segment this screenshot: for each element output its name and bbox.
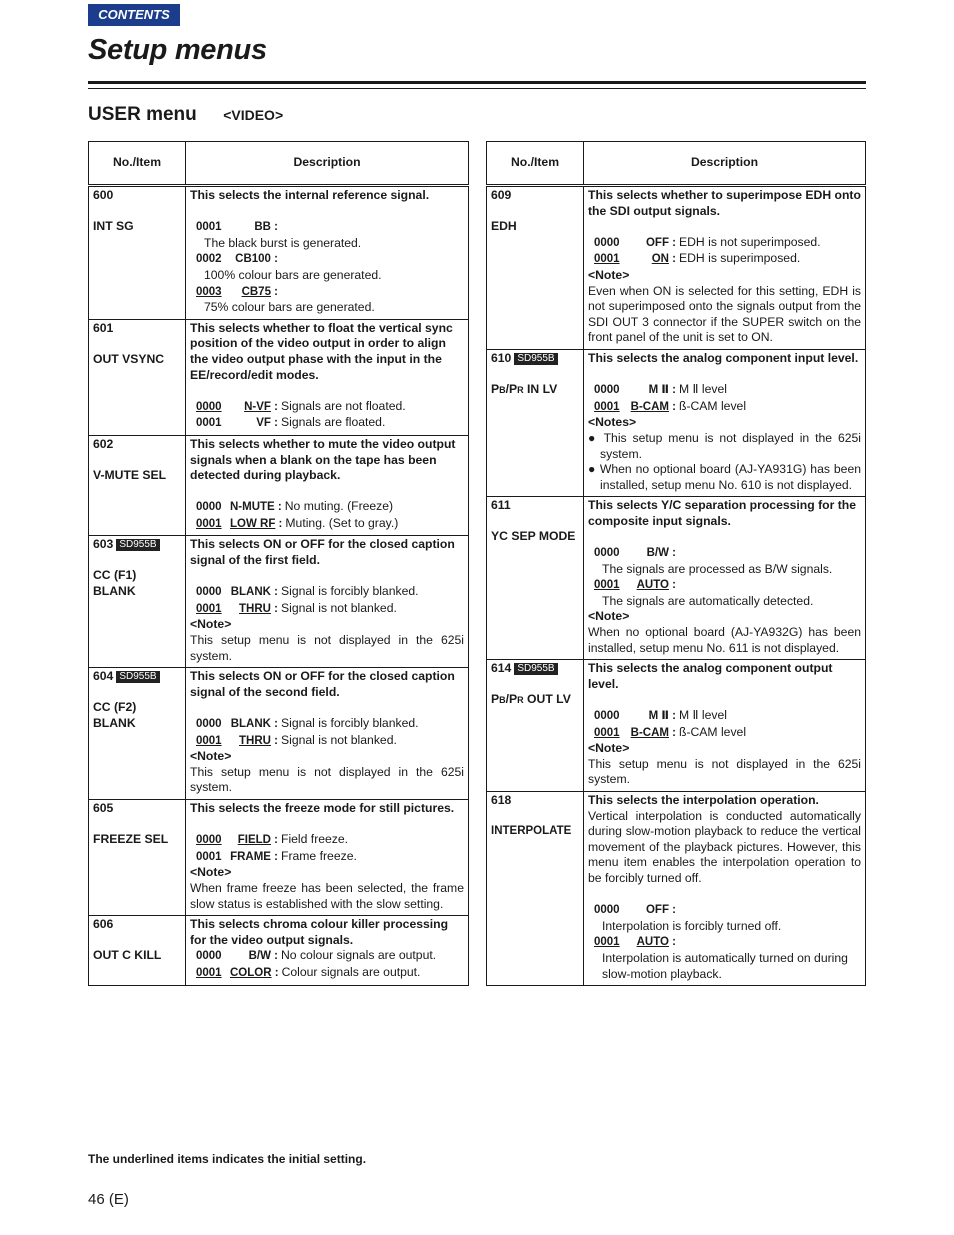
note-heading: <Note> [190,749,232,764]
setting-name-text: N-MUTE [230,501,275,514]
menu-number [93,917,181,948]
section-title: USER menu [88,104,197,125]
menu-item-name: PB/PR IN LV [491,381,558,396]
note-heading: <Note> [588,267,630,282]
menu-item-name: INT SG [93,219,134,233]
setting-name-text: CB75 [241,285,271,298]
setting-detail: 100% colour bars are generated. [204,267,382,282]
menu-number [491,351,579,382]
setting-code: 0000 [196,586,222,599]
menu-row [89,186,469,320]
menu-item-cell [487,497,584,660]
setting-name-text: N-VF [244,400,271,413]
setting-option [588,545,861,562]
setting-code: 0001 [594,579,620,592]
setting-description: ß-CAM level [679,398,747,413]
menu-number-text: 609 [491,188,512,202]
setting-option [190,716,464,733]
menu-row [89,916,469,985]
setting-code: 0001 [196,850,222,863]
setting-name-text: ON [651,253,669,266]
setting-name: LOW RF : [230,517,283,530]
setting-name-text: AUTO [636,579,669,592]
setting-option [190,516,464,533]
note-text: This setup menu is not displayed in the 625i system. [190,764,464,795]
menu-description-cell [186,186,469,320]
contents-button[interactable]: CONTENTS [88,4,180,26]
setting-option [588,235,861,252]
setting-option [588,577,861,594]
menu-item-name: PB/PR OUT LV [491,692,571,707]
menu-number [93,188,181,219]
setting-code: 0001 [594,936,620,949]
menu-item-name: INTERPOLATE [491,824,572,837]
menu-description-lead: This selects whether to float the vertical sync position of the video output in order to align the video output phase with the input in the EE/record/edit modes. [190,320,453,382]
setting-name-text: BB [254,221,271,234]
setting-name-text: B-CAM [630,400,669,413]
setting-name: THRU : [239,602,278,615]
menu-number-text: 618 [491,792,512,807]
spacer [588,529,861,545]
setting-code: 0000 [594,710,620,722]
setting-name: AUTO : [636,936,676,949]
setting-name-text: OFF [645,236,669,249]
menu-description-lead: This selects the freeze mode for still pictures. [190,800,455,815]
menu-number-text: 605 [93,800,114,815]
setting-name: B/W : [248,950,278,963]
menu-number-text: 614 [491,661,512,676]
setting-code: 0001 [196,966,222,979]
bullet-icon: ● [588,462,600,477]
menu-item-name: FREEZE SEL [93,831,169,846]
menu-row [487,497,866,660]
note-bullet [588,462,861,493]
setting-option [588,382,861,399]
note-bullet-text: This setup menu is not displayed in the 625i system. [600,430,862,461]
menu-number [93,437,181,468]
spacer [190,383,464,399]
menu-description-lead: This selects the interpolation operation. [588,792,819,807]
setting-description: EDH is not superimposed. [679,234,821,249]
setting-name: OFF : [645,904,676,917]
menu-number [93,537,181,568]
setting-name: ON : [651,253,676,266]
menu-description-cell [584,186,866,350]
setting-code: 0001 [196,602,222,615]
setting-option [190,251,464,268]
setting-option [190,219,464,236]
setting-code: 0001 [196,417,222,430]
setting-name: B-CAM : [630,726,676,739]
setting-option [588,399,861,416]
menu-item-cell [487,186,584,350]
menu-item-cell [487,660,584,792]
setting-name-text: CB100 [235,253,271,266]
setting-name-text: AUTO [636,936,669,949]
menu-description-cell [584,349,866,496]
setting-name: CB100 : [235,253,278,266]
menu-item-cell [89,668,186,800]
setting-detail: The black burst is generated. [204,235,362,250]
menu-item-cell [89,319,186,435]
setting-name-text: B-CAM [630,726,669,739]
setting-description: Colour signals are output. [281,964,421,979]
menu-description-cell [186,799,469,915]
menu-description-cell [186,536,469,668]
menu-description-cell [584,791,866,985]
setting-option [190,284,464,301]
setting-name: BLANK : [230,586,278,599]
spacer [190,700,464,716]
setting-description: Signal is forcibly blanked. [281,584,419,599]
setting-name-text: FIELD [237,834,271,847]
setting-code: 0000 [196,400,222,413]
menu-description-lead: This selects the analog component input level. [588,350,859,365]
setting-description: ß-CAM level [679,724,747,739]
note-bullet-text: When no optional board (AJ-YA931G) has been installed, setup menu No. 610 is not displayed. [599,462,862,492]
menu-row [89,799,469,915]
note-text: This setup menu is not displayed in the 625i system. [588,756,861,787]
spacer [190,817,464,833]
setting-name: M Ⅱ : [648,710,676,722]
header-description: Description [186,142,469,186]
setting-description: No muting. (Freeze) [284,499,394,514]
setting-name: COLOR : [230,966,279,979]
note-text: When no optional board (AJ-YA932G) has been installed, setup menu No. 611 is not displayed. [588,625,861,655]
menu-item-cell [89,435,186,536]
right-menu-table [486,141,866,986]
setting-option [190,733,464,750]
menu-description-lead: This selects the analog component output level. [588,661,833,691]
menu-item-cell [89,799,186,915]
note-heading: <Note> [588,741,630,756]
model-badge: SD955B [514,353,557,365]
setting-name: FIELD : [237,834,278,847]
setting-detail: 75% colour bars are generated. [204,300,375,315]
menu-description-lead: This selects the internal reference signal. [190,188,430,202]
bullet-icon: ● [588,430,604,445]
note-heading: <Notes> [588,415,637,430]
left-menu-table [88,141,469,986]
menu-number [491,498,579,529]
setting-option [190,965,464,982]
setting-option [190,415,464,432]
menu-item-name: V-MUTE SEL [93,467,167,482]
spacer [190,569,464,585]
section-heading [88,104,283,126]
setting-name-text: COLOR [230,966,272,979]
right-menu-body [487,186,866,986]
note-text: When frame freeze has been selected, the frame slow status is established with the slow setting. [190,880,464,911]
note-heading: <Note> [588,609,630,624]
spacer [190,484,464,500]
spacer [588,219,861,235]
menu-item-cell [89,916,186,985]
title-rule-thin [88,88,866,89]
menu-description-intro: Vertical interpolation is conducted automatically during slow-motion playback to reduce the vertical movement of the playback pictures. However, this menu item enables the interpolation operation to be forcibly turned off. [588,808,861,885]
setting-name-text: THRU [239,602,271,615]
setting-option [588,725,861,742]
setting-option [190,849,464,866]
menu-number [491,188,579,219]
setting-name-text: M Ⅱ [648,384,669,397]
setting-description: Signal is not blanked. [281,600,397,615]
menu-row [89,668,469,800]
page-title: Setup menus [88,34,267,66]
setting-description: M Ⅱ level [679,708,727,722]
setting-description: Signal is not blanked. [281,732,397,747]
setting-detail: Interpolation is automatically turned on during slow-motion playback. [602,950,848,981]
spacer [588,367,861,383]
setting-code: 0001 [594,400,620,413]
menu-description-cell [186,319,469,435]
left-menu-body [89,186,469,986]
menu-number-text: 604 [93,669,114,684]
setting-option [190,832,464,849]
menu-description-lead: This selects whether to superimpose EDH onto the SDI output signals. [588,188,861,218]
note-heading: <Note> [190,865,232,880]
title-rule-thick [88,81,866,84]
section-subtitle: <VIDEO> [223,107,284,123]
setting-description: Muting. (Set to gray.) [285,515,399,530]
setting-option [190,499,464,516]
menu-row [89,536,469,668]
setting-option [190,948,464,965]
setting-description: Frame freeze. [281,848,357,863]
menu-number [93,321,181,352]
menu-item-name: YC SEP MODE [491,529,576,544]
setting-name-text: LOW RF [230,517,276,530]
menu-description-cell [584,660,866,792]
setting-description: EDH is superimposed. [679,251,801,266]
menu-number-text: 611 [491,498,511,513]
menu-description-cell [584,497,866,660]
setting-description: Signal is forcibly blanked. [281,716,419,730]
menu-description-cell [186,668,469,800]
header-description: Description [584,142,866,186]
setting-description: Field freeze. [281,832,349,847]
menu-row [487,186,866,350]
setting-code: 0001 [594,253,620,266]
setting-description: M Ⅱ level [679,382,727,397]
spacer [588,887,861,903]
setting-name: AUTO : [636,579,676,592]
setting-name-text: FRAME [230,850,271,863]
header-no-item: No./Item [487,142,584,186]
setting-option [588,708,861,725]
setting-name-text: VF [256,417,271,430]
setting-name-text: M Ⅱ [648,710,669,722]
setting-description: Signals are not floated. [281,398,406,413]
note-heading: <Note> [190,617,232,632]
setting-detail: The signals are processed as B/W signals. [602,561,833,576]
setting-code: 0000 [196,950,222,963]
setting-code: 0003 [196,285,222,298]
setting-code: 0002 [196,253,222,266]
menu-item-name: EDH [491,219,517,233]
setting-name: M Ⅱ : [648,384,676,397]
setting-code: 0000 [594,236,620,249]
menu-number-text: 603 [93,537,114,552]
setting-option [588,902,861,919]
menu-description-lead: This selects whether to mute the video output signals when a blank on the tape has been detected during playback. [190,436,456,483]
menu-item-cell [89,186,186,320]
menu-item-cell [487,791,584,985]
spacer [588,692,861,708]
setting-code: 0001 [196,517,222,530]
menu-description-lead: This selects Y/C separation processing for the composite input signals. [588,498,856,528]
setting-code: 0000 [594,904,620,917]
setting-option [588,251,861,268]
menu-number [491,661,579,692]
setting-name: BB : [254,221,278,234]
menu-item-name: CC (F2) BLANK [93,700,137,730]
setting-code: 0000 [594,547,620,560]
menu-row [89,435,469,536]
setting-name: FRAME : [230,850,278,863]
setting-description: No colour signals are output. [281,948,437,963]
setting-name: N-VF : [244,400,278,413]
menu-number [491,793,579,824]
setting-name: B-CAM : [630,400,676,413]
page-number: 46 (E) [88,1191,129,1208]
setting-name: THRU : [239,734,278,747]
setting-name: BLANK : [230,718,278,730]
menu-number [93,801,181,832]
menu-number-text: 610 [491,350,512,365]
note-text: This setup menu is not displayed in the 625i system. [190,633,464,663]
setting-option [190,399,464,416]
note-text: Even when ON is selected for this setting, EDH is not superimposed onto the signals output from the SDI OUT 3 connector if the SUPER switch on the front panel of the unit is set to ON. [588,283,861,345]
setting-code: 0001 [196,221,222,234]
setting-name: CB75 : [241,285,278,298]
menu-number-text: 602 [93,436,114,451]
setting-code: 0000 [196,501,222,514]
setting-option [190,584,464,601]
menu-item-name: CC (F1) BLANK [93,568,137,599]
setting-name-text: BLANK [230,718,271,730]
setting-name: N-MUTE : [230,501,282,514]
menu-description-lead: This selects ON or OFF for the closed caption signal of the first field. [190,537,455,568]
setting-name: B/W : [646,547,676,560]
setting-detail: Interpolation is forcibly turned off. [602,918,782,933]
menu-description-lead: This selects ON or OFF for the closed caption signal of the second field. [190,669,455,699]
menu-number-text: 601 [93,320,114,335]
menu-item-name: OUT VSYNC [93,351,165,366]
spacer [190,204,464,220]
setting-name-text: B/W [646,547,669,560]
menu-row [487,791,866,985]
menu-item-name: OUT C KILL [93,948,162,963]
note-bullet [588,431,861,462]
menu-description-cell [186,435,469,536]
model-badge: SD955B [116,671,159,683]
setting-name-text: OFF [645,904,669,917]
setting-code: 0001 [594,726,620,739]
menu-row [487,349,866,496]
setting-name-text: B/W [248,950,271,963]
setting-code: 0001 [196,734,222,747]
menu-number-text: 600 [93,188,114,202]
menu-description-lead: This selects chroma colour killer processing for the video output signals. [190,917,449,947]
menu-description-cell [186,916,469,985]
setting-name: VF : [256,417,278,430]
setting-name-text: BLANK [230,586,271,599]
setting-code: 0000 [196,834,222,847]
menu-item-cell [487,349,584,496]
footnote: The underlined items indicates the initial setting. [88,1152,367,1166]
header-no-item: No./Item [89,142,186,186]
setting-option [190,601,464,618]
setting-code: 0000 [196,718,222,730]
setting-description: Signals are floated. [281,415,386,430]
model-badge: SD955B [514,663,557,675]
setting-code: 0000 [594,384,620,397]
menu-item-cell [89,536,186,668]
menu-row [487,660,866,792]
setting-detail: The signals are automatically detected. [602,593,814,608]
model-badge: SD955B [116,539,159,551]
setting-name: OFF : [645,236,676,249]
menu-number [93,669,181,700]
setting-option [588,934,861,951]
menu-number-text: 606 [93,917,114,932]
menu-row [89,319,469,435]
setting-name-text: THRU [239,734,271,747]
